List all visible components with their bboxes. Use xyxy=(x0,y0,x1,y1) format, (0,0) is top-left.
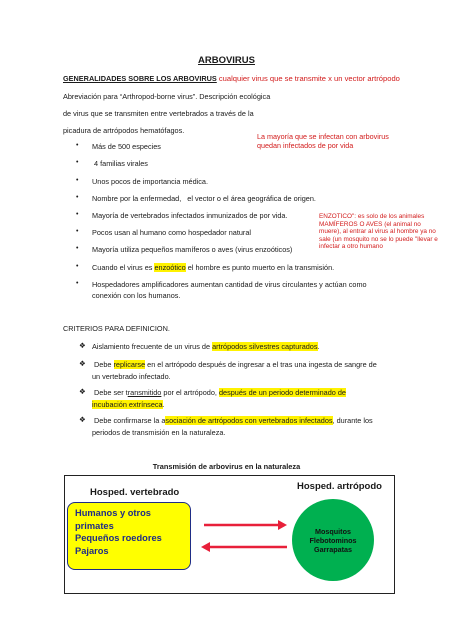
arthropod-item: Flebotominos xyxy=(309,535,357,545)
criterio-2-line-2: un vertebrado infectado. xyxy=(92,372,171,381)
note-mayoria-line-1: La mayoría que se infectan con arbovirus xyxy=(257,132,389,141)
bullet-dot: • xyxy=(76,245,79,252)
diamond-bullet-icon: ❖ xyxy=(79,415,86,424)
arrow-left-icon xyxy=(201,542,287,552)
bullet-dot: • xyxy=(76,263,79,270)
bullet-3: Unos pocos de importancia médica. xyxy=(92,177,208,186)
criterio-3-pre: Debe ser t xyxy=(92,388,128,397)
criterios-heading: CRITERIOS PARA DEFINICION. xyxy=(63,324,170,333)
bullet-8-highlight: enzoótico xyxy=(154,263,186,272)
bullet-dot: • xyxy=(76,177,79,184)
diamond-bullet-icon: ❖ xyxy=(79,341,86,350)
bullet-2: 4 familias virales xyxy=(92,159,148,168)
bullet-dot: • xyxy=(76,280,79,287)
intro-line-1: Abreviación para “Arthropod-borne virus”. Descripción ecológica xyxy=(63,92,271,101)
criterio-1-post: . xyxy=(317,342,320,351)
vertebrate-item: Humanos y otros xyxy=(75,508,151,518)
bullet-9-line-1: Hospedadores amplificadores aumentan cantidad de virus circulantes y actúan como xyxy=(92,280,367,289)
vertebrate-host-label: Hosped. vertebrado xyxy=(90,487,180,498)
intro-line-3: picadura de artrópodos hematófagos. xyxy=(63,126,185,135)
arthropod-hosts-circle xyxy=(292,499,374,581)
bullet-dot: • xyxy=(76,211,79,218)
arthropod-item: Mosquitos xyxy=(315,526,351,536)
note-mayoria-line-2: quedan infectados de por vida xyxy=(257,141,354,150)
criterio-2-pre: Debe xyxy=(92,360,114,369)
heading-text: GENERALIDADES SOBRE LOS ARBOVIRUS xyxy=(63,74,217,83)
vertebrate-item: primates xyxy=(75,520,114,531)
note-enzootico-line-5: infectar a otro humano xyxy=(319,243,383,251)
bullet-dot: • xyxy=(76,142,79,149)
note-enzootico-line-2: MAMÍFEROS O AVES (el animal no xyxy=(319,220,421,228)
arrow-right-icon xyxy=(204,520,287,530)
criterio-1-pre: Aislamiento frecuente de un virus de xyxy=(92,342,213,351)
bullet-9-line-2: conexión con los humanos. xyxy=(92,291,181,300)
heading-note: cualquier virus que se transmite x un vector artrópodo xyxy=(218,74,400,83)
diagram-title: Transmisión de arbovirus en la naturaleza xyxy=(152,462,301,471)
criterio-4-post: , durante los xyxy=(332,416,373,425)
bullet-dot: • xyxy=(76,194,79,201)
bullet-6: Pocos usan al humano como hospedador natural xyxy=(92,228,252,237)
criterio-4-highlight: sociación de artrópodos con vertebrados infectados xyxy=(165,416,333,425)
vertebrate-item: Pajaros xyxy=(75,545,109,556)
criterio-3-mid: por el artrópodo, xyxy=(161,388,219,397)
criterio-3-highlight: después de un periodo determinado de xyxy=(218,388,346,397)
vertebrate-item: Pequeños roedores xyxy=(75,533,162,543)
criterio-3-highlight-2: incubación extrínseca xyxy=(92,400,163,409)
criterio-2-post: en el artrópodo después de ingresar a el tras una ingesta de sangre de xyxy=(145,360,377,369)
bullet-1: Más de 500 especies xyxy=(92,142,161,151)
criterio-1-highlight: artrópodos silvestres capturados xyxy=(212,342,318,351)
criterio-2-highlight: replicarse xyxy=(113,360,146,369)
diamond-bullet-icon: ❖ xyxy=(79,359,86,368)
bullet-dot: • xyxy=(76,159,79,166)
bullet-8-post: el hombre es punto muerto en la transmisión. xyxy=(185,263,335,272)
bullet-dot: • xyxy=(76,228,79,235)
arthropod-host-label: Hosped. artrópodo xyxy=(297,481,382,492)
note-enzootico-line-3: muere), al entrar al virus al hombre ya no xyxy=(319,228,436,236)
document-title: ARBOVIRUS xyxy=(197,55,255,66)
bullet-8-pre: Cuando el virus es xyxy=(92,263,155,272)
note-enzootico-line-4: sale (un mosquito no se lo puede "llevar e xyxy=(319,235,438,243)
note-enzootico-line-1: ENZOTICO": es solo de los animales xyxy=(319,213,425,220)
bullet-7: Mayoría utiliza pequeños mamíferos o aves (virus enzoóticos) xyxy=(92,245,293,254)
criterio-3-underlined: ransmitido xyxy=(127,388,162,397)
bullet-5: Mayoría de vertebrados infectados inmunizados de por vida. xyxy=(92,211,288,220)
diamond-bullet-icon: ❖ xyxy=(79,387,86,396)
arthropod-item: Garrapatas xyxy=(314,544,352,554)
bullet-4: Nombre por la enfermedad, el vector o el área geográfica de origen. xyxy=(92,194,316,203)
criterio-3-post: . xyxy=(162,400,165,409)
criterio-4-pre: Debe confirmarse la a xyxy=(92,416,166,425)
intro-line-2: de virus que se transmiten entre vertebrados a través de la xyxy=(63,109,254,118)
criterio-4-line-2: periodos de transmisión en la naturaleza. xyxy=(92,428,226,437)
